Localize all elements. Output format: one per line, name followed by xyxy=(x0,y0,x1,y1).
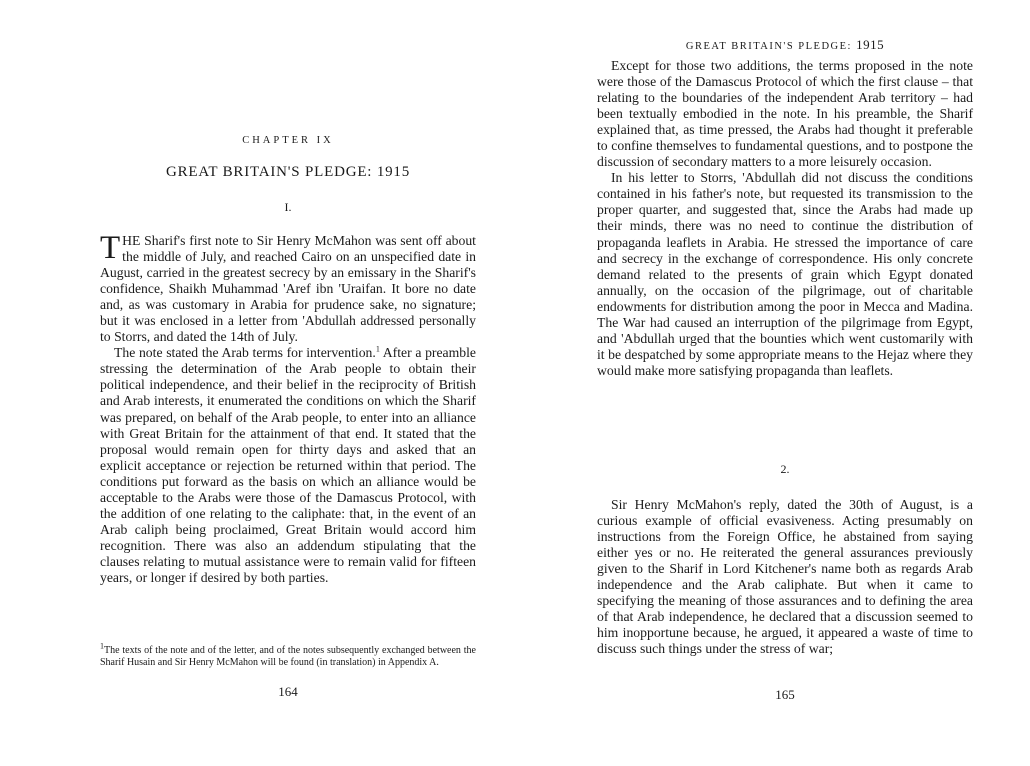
running-head-title: GREAT BRITAIN'S PLEDGE: xyxy=(685,41,852,52)
page-number-right: 165 xyxy=(775,687,795,702)
left-body-text xyxy=(100,230,476,586)
footnote-marker: 1 xyxy=(100,641,104,651)
running-head-year: 1915 xyxy=(856,37,885,52)
chapter-title: GREAT BRITAIN'S PLEDGE: 1915 xyxy=(165,164,411,180)
running-head xyxy=(597,37,973,53)
page-number-left: 164 xyxy=(278,684,298,699)
right-body-text-top xyxy=(597,58,973,379)
right-paragraph-2: In his letter to Storrs, 'Abdullah did not discuss the conditions contained in his father's note, but requested its transmission to the proper quarter, and suggested that, since the Arabs had made up their minds, there was no need to continue the distribution of propaganda leaflets in Arabia. He stressed the importance of care and secrecy in the exchange of correspondence. His only concrete demand related to the presents of grain which Egypt donated annually, on the occasion of the pilgrimage, out of charitable endowments for distribution among the poor in Mecca and Madina. The War had caused an interruption of the pilgrimage from Egypt, and 'Abdullah urged that the bounties which went customarily with it be despatched by some appropriate means to the Hejaz where they would make more satisfying propaganda than leaflets. xyxy=(597,170,973,378)
left-paragraph-1 xyxy=(100,230,476,345)
chapter-label: CHAPTER IX xyxy=(242,135,334,146)
footnote xyxy=(100,641,476,668)
footnote-text: The texts of the note and of the letter, and of the notes subsequently exchanged between the Sharif Husain and Sir Henry McMahon will be found (in translation) in Appendix A. xyxy=(100,645,476,668)
paragraph-1-text: Sharif's first note to Sir Henry McMahon was sent off about the middle of July, and reached Cairo on an unspecified date in August, carried in the greatest secrecy by an emissary in the Sharif's confidence, Shaikh Muhammad 'Aref ibn 'Uraifan. It bore no date and, as was customary in Arabia for prudence sake, no signature; but it was enclosed in a letter from 'Abdullah addressed personally to Storrs, and dated the 14th of July. xyxy=(100,233,476,345)
right-paragraph-3: Sir Henry McMahon's reply, dated the 30th of August, is a curious example of official evasiveness. Acting presumably on instructions from the Foreign Office, he abstained from saying either yes or no. He reiterated the general assurances previously given to the Sharif in Lord Kitchener's name both as regards Arab independence and the Arab caliphate. But when it came to specifying the meaning of those assurances and to defining the area of that Arab independence, he declared that a discussion seemed to him inopportune because, he argued, it appeared a waste of time to discuss such things under the stress of war; xyxy=(597,497,973,657)
section-number-2: 2. xyxy=(780,462,790,476)
section-number-1: I. xyxy=(284,200,292,214)
paragraph-2-text: After a preamble stressing the determination of the Arab people to obtain their political independence, and their belief in the reciprocity of British and Arab interests, it enumerated the conditions on which the Sharif was prepared, on behalf of the Arab people, to enter into an alliance with Great Britain for the attainment of that end. It stated that the proposal would remain open for thirty days and asked that an explicit acceptance or rejection be returned within that period. The conditions put forward as the basis on which an alliance would be acceptable to the Arabs were those of the Damascus Protocol, with the addition of one relating to the caliphate: that, in the event of an Arab caliph being proclaimed, Great Britain would accord him recognition. There was also an addendum stipulating that the clauses relating to mutual assistance were to remain valid for fifteen years, or longer if desired by both parties. xyxy=(100,345,476,585)
drop-cap: T xyxy=(100,230,121,266)
footnote-reference: 1 xyxy=(375,344,380,354)
opening-smallcaps: HE xyxy=(122,233,141,248)
right-paragraph-1: Except for those two additions, the terms proposed in the note were those of the Damascus Protocol of which the first clause – that relating to the boundaries of the independent Arab territory – had been textually embodied in the note. In his preamble, the Sharif explained that, as time pressed, the Arabs had thought it preferable to confine themselves to fundamental questions, and to postpone the discussion of secondary matters to a more leisurely occasion. xyxy=(597,58,973,170)
right-body-text-bottom xyxy=(597,497,973,657)
paragraph-2-lead: The note stated the Arab terms for intervention. xyxy=(114,345,376,361)
left-paragraph-2 xyxy=(100,345,476,586)
